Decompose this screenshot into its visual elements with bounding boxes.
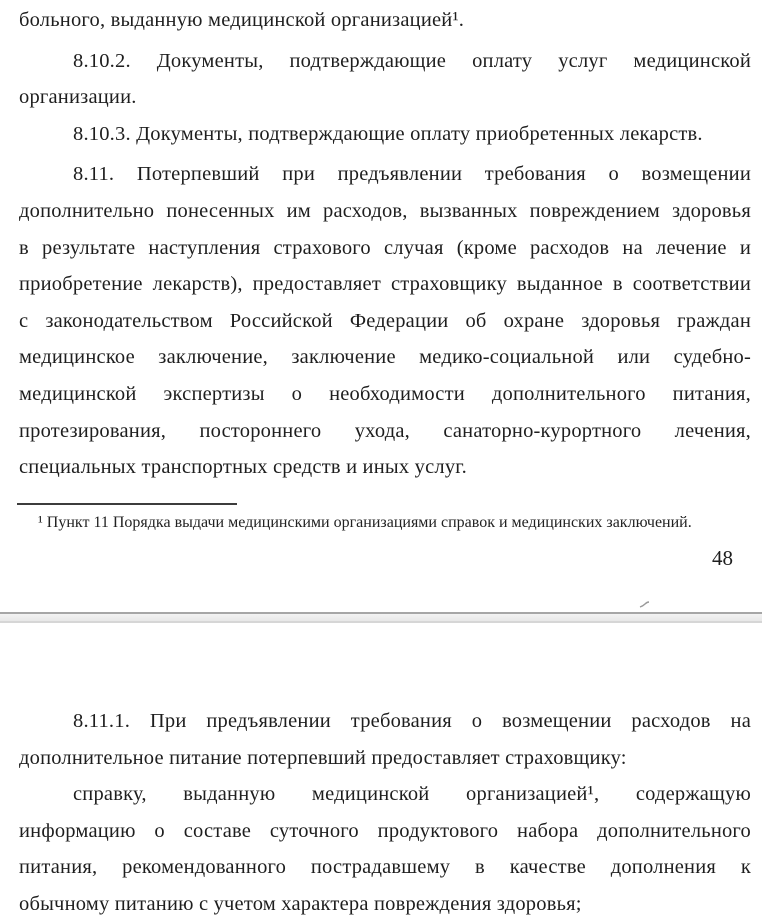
page-number: 48 (712, 545, 733, 570)
body-line: медицинское заключение, заключение медико-социальной или судебно- (19, 346, 751, 369)
page-49 (0, 623, 762, 924)
body-line: справку, выданную медицинской организацией¹, содержащую (73, 783, 751, 806)
body-line: медицинской экспертизы о необходимости дополнительного питания, (19, 382, 751, 405)
body-line: в результате наступления страхового случая (кроме расходов на лечение и (19, 236, 751, 259)
body-line: 8.11.1. При предъявлении требования о возмещении расходов на (73, 710, 751, 732)
body-line: дополнительное питание потерпевший предоставляет страховщику: (19, 746, 627, 769)
body-line: с законодательством Российской Федерации об охране здоровья граждан (19, 309, 751, 332)
body-line: организации. (19, 86, 137, 109)
body-line: питания, рекомендованного пострадавшему в качестве дополнения к (19, 856, 751, 879)
body-line: протезирования, постороннего ухода, санаторно-курортного лечения, (19, 419, 751, 442)
body-line: информацию о составе суточного продуктового набора дополнительного (19, 819, 751, 842)
body-line: дополнительно понесенных им расходов, вызванных повреждением здоровья (19, 199, 751, 222)
body-line: 8.11. Потерпевший при предъявлении требования о возмещении (73, 163, 751, 186)
footnote-separator-rule (17, 503, 237, 505)
body-line: обычному питанию с учетом характера повреждения здоровья; (19, 892, 582, 915)
body-line: больного, выданную медицинской организацией¹. (19, 9, 465, 31)
body-line: 8.10.2. Документы, подтверждающие оплату услуг медицинской (73, 49, 751, 72)
page-break-band (0, 612, 762, 623)
body-line: 8.10.3. Документы, подтверждающие оплату приобретенных лекарств. (73, 122, 703, 145)
footnote-text: ¹ Пункт 11 Порядка выдачи медицинскими организациями справок и медицинских заключений. (38, 513, 692, 531)
body-line: приобретение лекарств), предоставляет страховщику выданное в соответствии (19, 273, 751, 296)
body-line: специальных транспортных средств и иных услуг. (19, 456, 467, 479)
